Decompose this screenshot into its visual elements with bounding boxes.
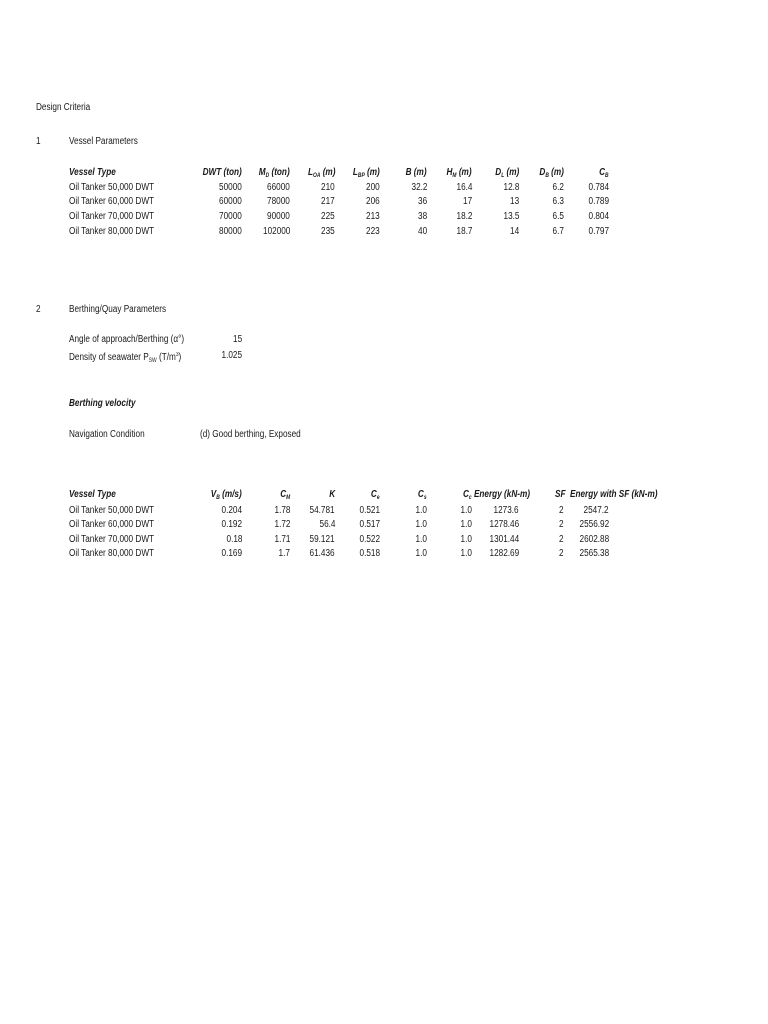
t2-row-4-vessel: Oil Tanker 80,000 DWT <box>69 548 155 559</box>
t1-header-lbp: $L_{BP}$ (m) <box>353 167 380 179</box>
t2-row-1-vb: 0.204 <box>221 505 242 516</box>
berthing-velocity-heading: Berthing velocity <box>69 398 136 409</box>
t2-row-4-ce: 0.518 <box>359 548 380 559</box>
t1-row-2-lbp: 206 <box>366 196 380 207</box>
t2-row-4-cc: 1.0 <box>460 548 472 559</box>
t2-header-vessel-type: Vessel Type <box>69 489 116 500</box>
t1-row-4-hm: 18.7 <box>456 226 472 237</box>
t1-row-2-dl: 13 <box>509 196 519 207</box>
t2-row-3-vb: 0.18 <box>226 534 242 545</box>
t1-row-2-loa: 217 <box>321 196 335 207</box>
t1-row-4-cb: 0.797 <box>588 226 609 237</box>
t2-row-4-energy-sf: 2565.38 <box>579 548 609 559</box>
t1-row-3-dl: 13.5 <box>503 211 519 222</box>
t2-row-3-cm: 1.71 <box>274 534 290 545</box>
t2-row-1-energy: 1273.6 <box>493 505 519 516</box>
t2-row-1-k: 54.781 <box>309 505 335 516</box>
t1-header-md: $M_D$ (ton) <box>259 167 290 179</box>
t1-row-2-b: 36 <box>417 196 427 207</box>
t1-row-2-hm: 17 <box>462 196 472 207</box>
t1-row-4-lbp: 223 <box>366 226 380 237</box>
t2-row-1-ce: 0.521 <box>359 505 380 516</box>
t1-row-4-b: 40 <box>417 226 427 237</box>
t2-row-1-energy-sf: 2547.2 <box>583 505 609 516</box>
t2-row-3-vessel: Oil Tanker 70,000 DWT <box>69 534 155 545</box>
t1-row-3-vessel: Oil Tanker 70,000 DWT <box>69 211 155 222</box>
t1-row-1-md: 66000 <box>267 182 290 193</box>
t2-row-1-cs: 1.0 <box>415 505 427 516</box>
seawater-density-label: Density of seawater $P_{SW}$ $(T/m^3)$ <box>69 352 182 364</box>
t2-row-2-energy-sf: 2556.92 <box>579 519 609 530</box>
t2-row-3-cc: 1.0 <box>460 534 472 545</box>
t2-row-2-ce: 0.517 <box>359 519 380 530</box>
t2-row-3-ce: 0.522 <box>359 534 380 545</box>
t2-row-3-energy-sf: 2602.88 <box>579 534 609 545</box>
t1-row-1-loa: 210 <box>321 182 335 193</box>
t1-row-4-dl: 14 <box>509 226 519 237</box>
t2-row-3-energy: 1301.44 <box>489 534 519 545</box>
t1-header-b: B (m) <box>406 167 427 178</box>
t1-row-1-cb: 0.784 <box>588 182 609 193</box>
t1-row-4-dwt: 80000 <box>219 226 242 237</box>
t2-row-1-cm: 1.78 <box>274 505 290 516</box>
t1-row-1-hm: 16.4 <box>456 182 472 193</box>
navigation-condition-value: (d) Good berthing, Exposed <box>200 429 301 440</box>
section-1-heading: Vessel Parameters <box>69 136 138 147</box>
t1-header-hm: $H_M$ (m) <box>446 167 472 179</box>
t1-row-4-loa: 235 <box>321 226 335 237</box>
t2-header-vb: $V_B$ (m/s) <box>211 489 242 501</box>
t1-row-3-md: 90000 <box>267 211 290 222</box>
t1-header-cb: $C_B$ <box>599 167 609 179</box>
t1-header-dl: $D_L$ (m) <box>495 167 519 179</box>
t1-row-4-db: 6.7 <box>552 226 564 237</box>
t1-row-3-b: 38 <box>417 211 427 222</box>
t1-row-2-vessel: Oil Tanker 60,000 DWT <box>69 196 155 207</box>
t2-header-ce: $C_e$ <box>371 489 380 501</box>
t2-row-1-vessel: Oil Tanker 50,000 DWT <box>69 505 155 516</box>
t1-header-vessel-type: Vessel Type <box>69 167 116 178</box>
t1-row-1-lbp: 200 <box>366 182 380 193</box>
t2-row-3-cs: 1.0 <box>415 534 427 545</box>
section-2-heading: Berthing/Quay Parameters <box>69 304 167 315</box>
t1-row-3-hm: 18.2 <box>456 211 472 222</box>
t2-header-cc-energy: $C_c$ Energy (kN-m) <box>463 489 530 501</box>
t2-header-cm: $C_M$ <box>279 489 290 501</box>
t1-header-loa: $L_{OA}$ (m) <box>307 167 335 179</box>
t2-row-2-energy: 1278.46 <box>489 519 519 530</box>
t2-row-1-cc: 1.0 <box>460 505 472 516</box>
t2-header-energy-sf: Energy with SF (kN-m) <box>570 489 658 500</box>
t1-row-1-b: 32.2 <box>411 182 427 193</box>
t1-row-1-dl: 12.8 <box>503 182 519 193</box>
t1-row-2-md: 78000 <box>267 196 290 207</box>
t2-row-2-cc: 1.0 <box>460 519 472 530</box>
t2-row-3-sf: 2 <box>559 534 564 545</box>
t1-row-3-cb: 0.804 <box>588 211 609 222</box>
t1-header-dwt: DWT (ton) <box>202 167 242 178</box>
t2-row-2-cs: 1.0 <box>415 519 427 530</box>
t1-row-4-md: 102000 <box>262 226 290 237</box>
t2-row-4-sf: 2 <box>559 548 564 559</box>
t1-header-db: $D_B$ (m) <box>539 167 564 179</box>
t2-row-3-k: 59.121 <box>309 534 335 545</box>
t1-row-2-db: 6.3 <box>552 196 564 207</box>
t1-row-1-dwt: 50000 <box>219 182 242 193</box>
t1-row-1-db: 6.2 <box>552 182 564 193</box>
t1-row-3-lbp: 213 <box>366 211 380 222</box>
t1-row-3-db: 6.5 <box>552 211 564 222</box>
t1-row-2-cb: 0.789 <box>588 196 609 207</box>
t1-row-2-dwt: 60000 <box>219 196 242 207</box>
t2-row-4-energy: 1282.69 <box>489 548 519 559</box>
t1-row-4-vessel: Oil Tanker 80,000 DWT <box>69 226 155 237</box>
seawater-density-value: 1.025 <box>221 350 242 361</box>
angle-of-approach-label: Angle of approach/Berthing (α°) <box>69 334 185 345</box>
t2-header-sf: SF <box>555 489 566 500</box>
t1-row-1-vessel: Oil Tanker 50,000 DWT <box>69 182 155 193</box>
t2-header-k: K <box>329 489 335 500</box>
t2-header-cs: $C_s$ <box>418 489 427 501</box>
page-title: Design Criteria <box>36 102 91 113</box>
angle-of-approach-value: 15 <box>232 334 242 345</box>
t2-row-4-vb: 0.169 <box>221 548 242 559</box>
t2-row-4-cm: 1.7 <box>278 548 290 559</box>
t1-row-3-dwt: 70000 <box>219 211 242 222</box>
t2-row-2-vb: 0.192 <box>221 519 242 530</box>
t2-row-2-sf: 2 <box>559 519 564 530</box>
t2-row-1-sf: 2 <box>559 505 564 516</box>
t2-row-2-k: 56.4 <box>319 519 335 530</box>
section-2-number: 2 <box>36 304 41 315</box>
t2-row-4-k: 61.436 <box>309 548 335 559</box>
t1-row-3-loa: 225 <box>321 211 335 222</box>
section-1-number: 1 <box>36 136 41 147</box>
t2-row-2-vessel: Oil Tanker 60,000 DWT <box>69 519 155 530</box>
navigation-condition-label: Navigation Condition <box>69 429 145 440</box>
t2-row-4-cs: 1.0 <box>415 548 427 559</box>
t2-row-2-cm: 1.72 <box>274 519 290 530</box>
